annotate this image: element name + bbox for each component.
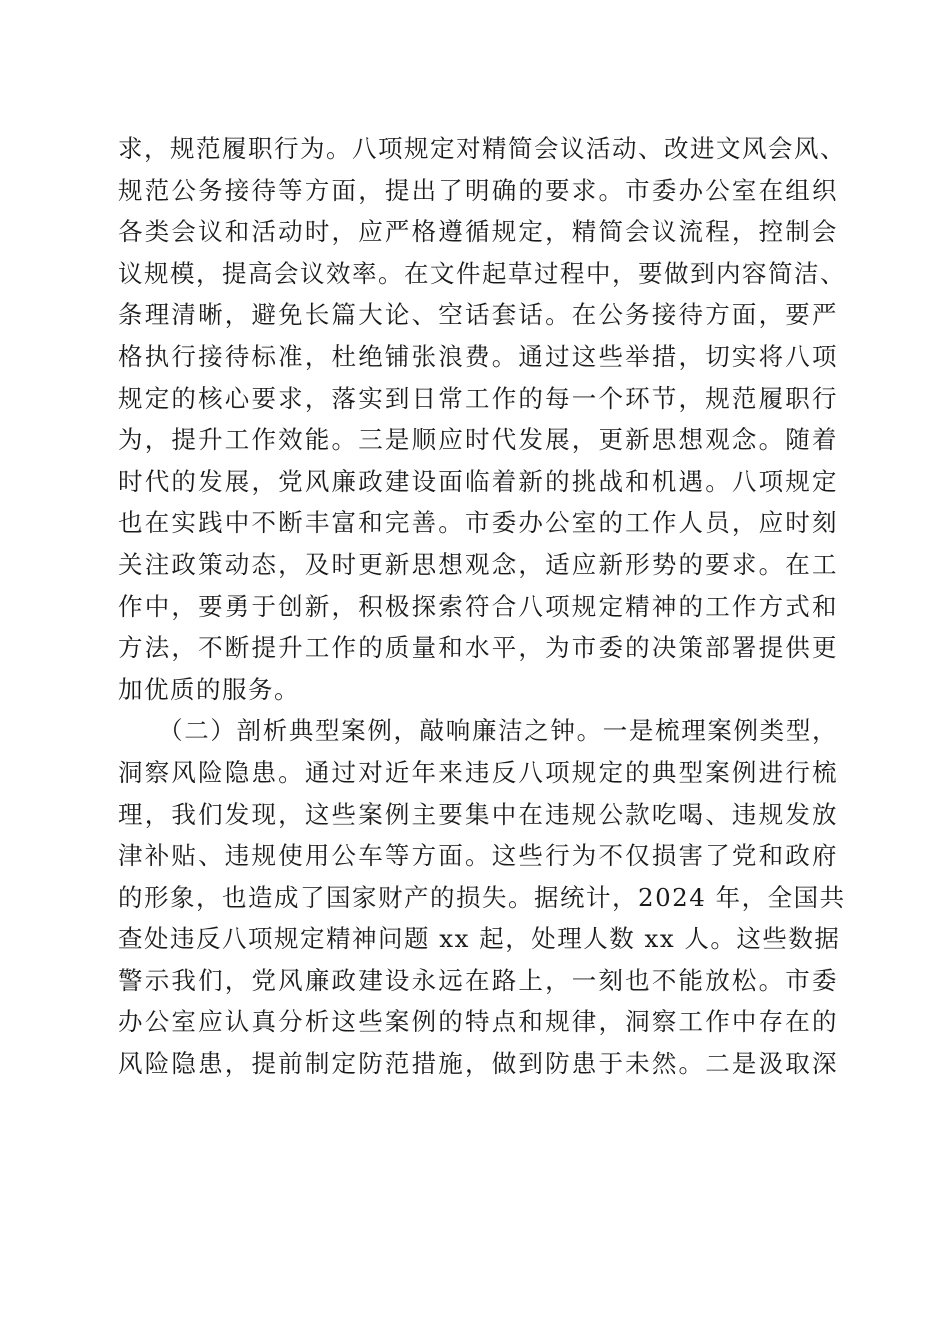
text-line: 条理清晰，避免长篇大论、空话套话。在公务接待方面，要严 — [118, 300, 838, 330]
paragraph-end-line: 加优质的服务。 — [118, 674, 300, 704]
text-line: 议规模，提高会议效率。在文件起草过程中，要做到内容简洁、 — [118, 258, 846, 288]
text-line: 风险隐患，提前制定防范措施，做到防患于未然。二是汲取深 — [118, 1049, 838, 1079]
text-line: 各类会议和活动时，应严格遵循规定，精简会议流程，控制会 — [118, 217, 838, 247]
text-line: 方法，不断提升工作的质量和水平，为市委的决策部署提供更 — [118, 633, 838, 663]
text-line: 关注政策动态，及时更新思想观念，适应新形势的要求。在工 — [118, 549, 838, 579]
body-text — [118, 128, 846, 1085]
section-heading-line: （二）剖析典型案例，敲响廉洁之钟。一是梳理案例类型， — [118, 716, 838, 746]
text-line: 查处违反八项规定精神问题 xx 起，处理人数 xx 人。这些数据 — [118, 924, 841, 954]
text-line: 时代的发展，党风廉政建设面临着新的挑战和机遇。八项规定 — [118, 466, 838, 496]
text-line: 为，提升工作效能。三是顺应时代发展，更新思想观念。随着 — [118, 425, 838, 455]
text-line: 津补贴、违规使用公车等方面。这些行为不仅损害了党和政府 — [118, 841, 838, 871]
text-line: 规定的核心要求，落实到日常工作的每一个环节，规范履职行 — [118, 383, 838, 413]
text-line: 警示我们，党风廉政建设永远在路上，一刻也不能放松。市委 — [118, 965, 838, 995]
text-line: 办公室应认真分析这些案例的特点和规律，洞察工作中存在的 — [118, 1007, 838, 1037]
text-line: 规范公务接待等方面，提出了明确的要求。市委办公室在组织 — [118, 175, 838, 205]
text-line: 求，规范履职行为。八项规定对精简会议活动、改进文风会风、 — [118, 134, 846, 163]
text-line: 洞察风险隐患。通过对近年来违反八项规定的典型案例进行梳 — [118, 757, 838, 787]
text-line: 也在实践中不断丰富和完善。市委办公室的工作人员，应时刻 — [118, 508, 838, 538]
text-line: 作中，要勇于创新，积极探索符合八项规定精神的工作方式和 — [118, 591, 838, 621]
text-line: 的形象，也造成了国家财产的损失。据统计，2024 年，全国共 — [118, 882, 846, 912]
text-line: 理，我们发现，这些案例主要集中在违规公款吃喝、违规发放 — [118, 799, 838, 829]
text-line: 格执行接待标准，杜绝铺张浪费。通过这些举措，切实将八项 — [118, 341, 838, 371]
